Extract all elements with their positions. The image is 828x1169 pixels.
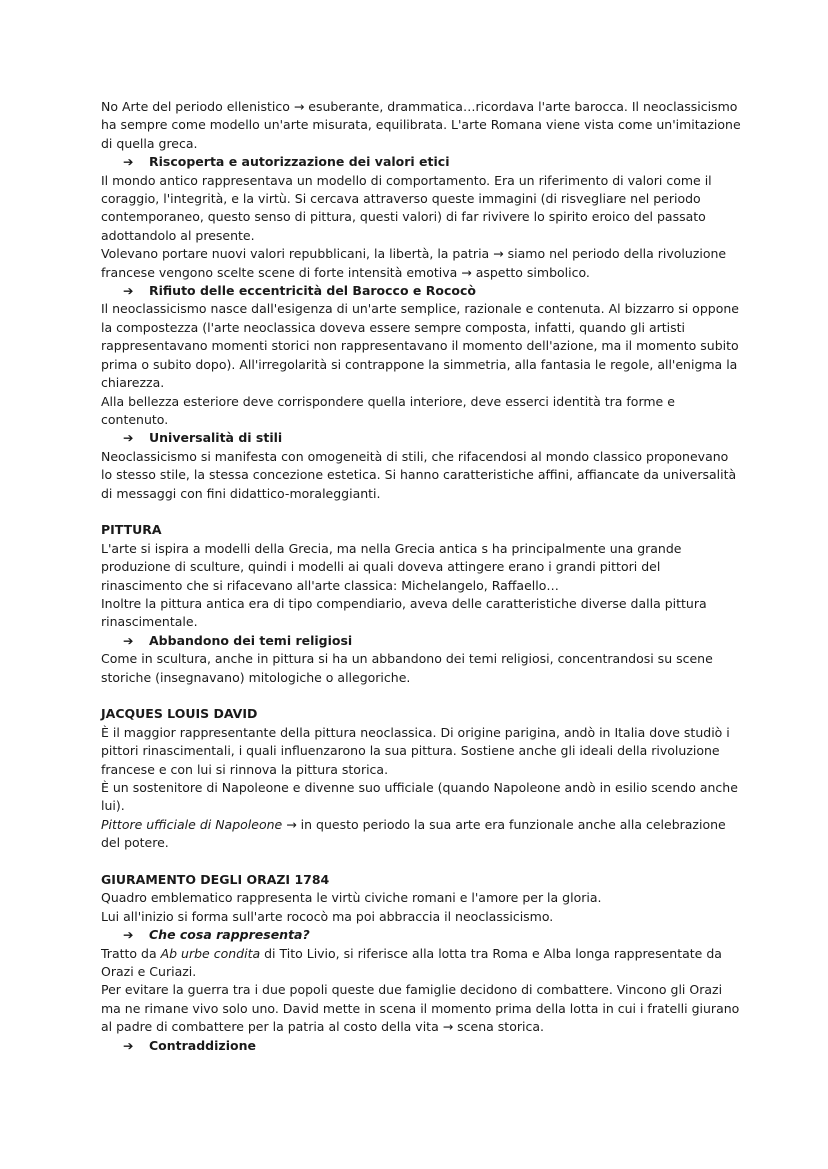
paragraph-valori-repubblicani: Volevano portare nuovi valori repubblicani, la libertà, la patria → siamo nel periodo della rivoluzione francese vengono scelte scene di forte intensità emotiva → aspetto simbolico. [101, 246, 727, 280]
spacer [101, 503, 741, 521]
bullet-rifiuto [101, 282, 741, 300]
bullet-che-cosa [101, 926, 741, 944]
paragraph-start: Tratto da [101, 945, 161, 961]
arrow-bullet-icon: ➔ [123, 632, 134, 648]
spacer [101, 853, 741, 871]
paragraph-guerra: Per evitare la guerra tra i due popoli queste due famiglie decidono di combattere. Vincono gli Orazi ma ne rimane vivo solo uno. David mette in scena il momento prima della lotta in cui i fratelli giurano al padre di combattere per la patria al costo della vita → scena storica. [101, 982, 740, 1035]
paragraph-intro: No Arte del periodo ellenistico → esuberante, drammatica…ricordava l'arte barocca. Il neoclassicismo ha sempre come modello un'arte misurata, equilibrata. L'arte Romana viene vista come un'imitazione di quella greca. [101, 99, 741, 151]
paragraph-napoleone: È un sostenitore di Napoleone e divenne suo ufficiale (quando Napoleone andò in esilio scendo anche lui). [101, 780, 738, 814]
paragraph-rest: → in questo periodo la sua arte era funzionale anche alla celebrazione del potere. [101, 816, 726, 851]
paragraph-arte-grecia: L'arte si ispira a modelli della Grecia, ma nella Grecia antica s ha principalmente una grande produzione di sculture, quindi i modelli ai quali doveva attingere erano i grandi pittori del rinascimento che si rifacevano all'arte classica: Michelangelo, Raffaello… [101, 540, 682, 593]
bullet-label: Contraddizione [149, 1037, 256, 1053]
arrow-bullet-icon: ➔ [123, 283, 134, 299]
paragraph-rococo: Lui all'inizio si forma sull'arte rococò ma poi abbraccia il neoclassicismo. [101, 908, 554, 924]
arrow-bullet-icon: ➔ [123, 927, 134, 943]
paragraph-neoclassicismo-nasce: Il neoclassicismo nasce dall'esigenza di un'arte semplice, razionale e contenuta. Al bizzarro si oppone la compostezza (l'arte neoclassica doveva essere sempre composta, infatti, quando gli artisti rappresentavano momenti storici non rappresentavano il momento dell'azione, ma il momento subito prima o subito dopo). All'irregolarità si contrappone la simmetria, alla fantasia le regole, all'enigma la chiarezza. [101, 301, 739, 391]
document-body [101, 98, 741, 1055]
bullet-universalita [101, 429, 741, 447]
arrow-bullet-icon: ➔ [123, 430, 134, 446]
arrow-bullet-icon: ➔ [123, 154, 134, 170]
bullet-label: Che cosa rappresenta? [149, 927, 310, 943]
bullet-riscoperta [101, 153, 741, 171]
italic-phrase: Pittore ufficiale di Napoleone [101, 816, 283, 832]
section-heading-pittura: PITTURA [101, 522, 162, 538]
bullet-contraddizione [101, 1037, 741, 1055]
paragraph-tito-livio [101, 945, 741, 982]
paragraph-omogeneita: Neoclassicismo si manifesta con omogeneità di stili, che rifacendosi al mondo classico proponevano lo stesso stile, la stessa concezione estetica. Si hanno caratteristiche affini, affiancate da universalità di messaggi con fini didattico-moraleggianti. [101, 448, 737, 501]
italic-title: Ab urbe condita [160, 945, 261, 961]
paragraph-rest: di Tito Livio, si riferisce alla lotta tra Roma e Alba longa rappresentate da Orazi e Curiazi. [101, 945, 722, 980]
section-heading-david: JACQUES LOUIS DAVID [101, 706, 258, 722]
spacer [101, 687, 741, 705]
bullet-abbandono [101, 632, 741, 650]
paragraph-david-intro: È il maggior rappresentante della pittura neoclassica. Di origine parigina, andò in Italia dove studiò i pittori rinascimentali, i quali influenzarono la sua pittura. Sostiene anche gli ideali della rivoluzione francese e con lui si rinnova la pittura storica. [101, 724, 730, 777]
bullet-label: Universalità di stili [149, 430, 283, 446]
paragraph-bellezza: Alla bellezza esteriore deve corrispondere quella interiore, deve esserci identità tra forme e contenuto. [101, 393, 675, 427]
paragraph-mondo-antico: Il mondo antico rappresentava un modello di comportamento. Era un riferimento di valori come il coraggio, l'integrità, e la virtù. Si cercava attraverso queste immagini (di risvegliare nel periodo contemporaneo, questo senso di pittura, questi valori) di far rivivere lo spirito eroico del passato adottandolo al presente. [101, 172, 712, 243]
arrow-bullet-icon: ➔ [123, 1037, 134, 1053]
paragraph-quadro-emblematico: Quadro emblematico rappresenta le virtù civiche romani e l'amore per la gloria. [101, 890, 602, 906]
paragraph-pittura-antica: Inoltre la pittura antica era di tipo compendiario, aveva delle caratteristiche diverse dalla pittura rinascimentale. [101, 595, 707, 630]
bullet-label: Riscoperta e autorizzazione dei valori etici [149, 154, 450, 170]
bullet-label: Rifiuto delle eccentricità del Barocco e Rococò [149, 283, 476, 299]
bullet-label: Abbandono dei temi religiosi [149, 632, 353, 648]
section-heading-giuramento: GIURAMENTO DEGLI ORAZI 1784 [101, 872, 330, 888]
paragraph-pittore-ufficiale [101, 816, 741, 853]
paragraph-scultura: Come in scultura, anche in pittura si ha un abbandono dei temi religiosi, concentrandosi su scene storiche (insegnavano) mitologiche o allegoriche. [101, 651, 713, 685]
